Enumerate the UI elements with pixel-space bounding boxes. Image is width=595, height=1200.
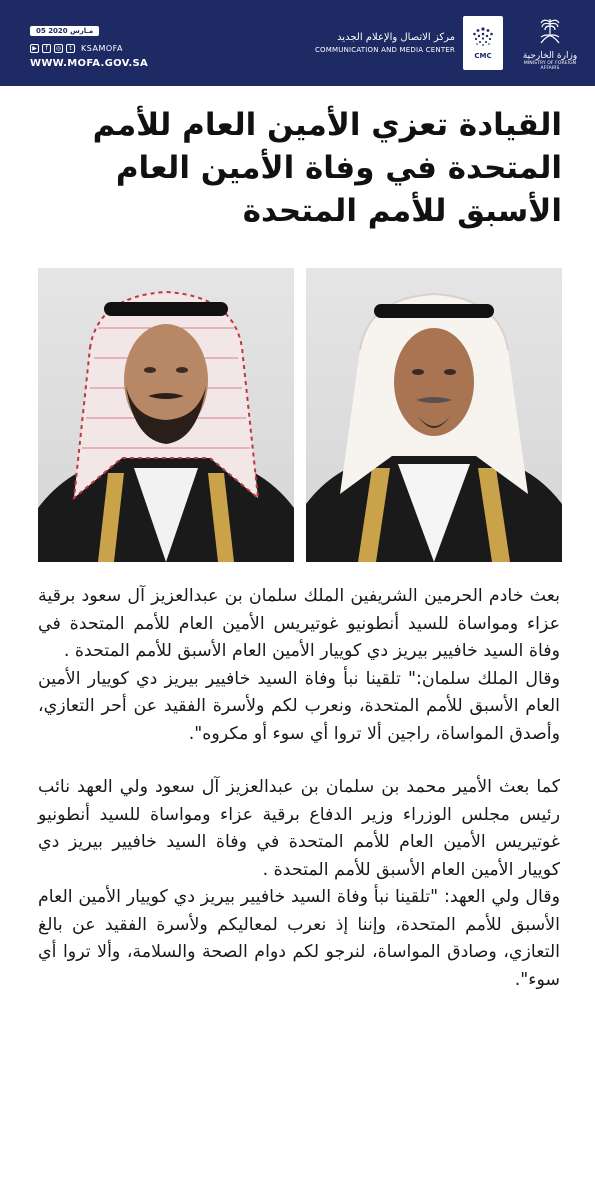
- facebook-icon[interactable]: f: [42, 44, 51, 53]
- paragraph-crown-prince-telegram: كما بعث الأمير محمد بن سلمان بن عبدالعزيز آل سعود ولي العهد نائب رئيس مجلس الوزراء وزير الدفاع برقية عزاء ومواساة للسيد أنطونيو غوتيريس الأمين العام للأمم المتحدة في وفاة السيد خافيير بيريز دي كوييار الأمين العام الأسبق للأمم المتحدة .: [38, 777, 560, 880]
- social-row: [30, 44, 170, 53]
- cmc-name-arabic: مركز الاتصال والإعلام الجديد: [337, 32, 455, 43]
- social-handle[interactable]: KSAMOFA: [81, 44, 123, 53]
- twitter-icon[interactable]: t: [66, 44, 75, 53]
- cmc-name-english: COMMUNICATION AND MEDIA CENTER: [314, 46, 455, 54]
- cmc-logo-label: CMC: [474, 52, 492, 60]
- crown-prince-portrait: [38, 268, 294, 562]
- header-logos: [315, 10, 581, 76]
- website-link[interactable]: WWW.MOFA.GOV.SA: [30, 58, 149, 69]
- mofa-logo: [519, 16, 581, 71]
- date-badge: 05 مـارس 2020: [30, 26, 99, 36]
- mofa-name-english: MINISTRY OF FOREIGN AFFAIRS: [523, 60, 577, 71]
- youtube-icon[interactable]: ▶: [30, 44, 39, 53]
- header-contact: [30, 18, 170, 69]
- article-headline: القيادة تعزي الأمين العام للأمم المتحدة في وفاة الأمين العام الأسبق للأمم المتحدة: [92, 107, 562, 229]
- cmc-logo: [463, 16, 503, 70]
- palm-swords-emblem-icon: [537, 16, 563, 46]
- mofa-name-arabic: وزارة الخارجية: [522, 50, 578, 61]
- king-portrait: [306, 268, 562, 562]
- header-bar: [0, 0, 595, 86]
- paragraph-crown-prince-quote: وقال ولي العهد: "تلقينا نبأ وفاة السيد خافيير بيريز دي كوييار الأمين العام الأسبق للأمم المتحدة، وإننا إذ نعرب لمعاليكم ولأسرة الفقيد عن بالغ التعازي، وصادق المواساة، لنرجو لكم دوام الصحة والسلامة، وألا تروا أي سوء".: [38, 887, 560, 990]
- paragraph-king-quote: وقال الملك سلمان:" تلقينا نبأ وفاة السيد خافيير بيريز دي كوييار الأمين العام الأسبق للأمم المتحدة، ونعرب لكم ولأسرة الفقيد عن أحر التعازي، وأصدق المواساة، راجين ألا تروا أي سوء أو مكروه".: [38, 668, 560, 744]
- cmc-dots-icon: [471, 26, 495, 50]
- instagram-icon[interactable]: ◎: [55, 45, 62, 52]
- paragraph-king-telegram: بعث خادم الحرمين الشريفين الملك سلمان بن عبدالعزيز آل سعود برقية عزاء ومواساة للسيد أنطونيو غوتيريس الأمين العام للأمم المتحدة في وفاة السيد خافيير بيريز دي كوييار الأمين العام الأسبق للأمم المتحدة .: [38, 586, 560, 661]
- cmc-name: [315, 32, 455, 54]
- article-body: [38, 583, 560, 994]
